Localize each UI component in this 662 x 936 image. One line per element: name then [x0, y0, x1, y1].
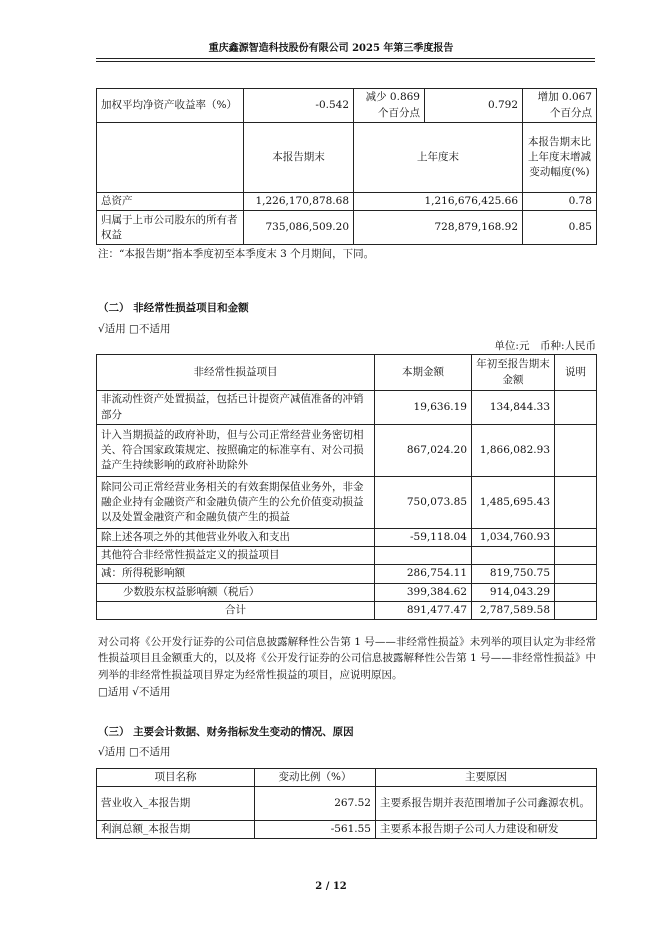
row-main-reason: 主要系报告期并表范围增加子公司鑫源农机。	[376, 787, 597, 821]
section-2-title: （二） 非经常性损益项目和金额	[98, 302, 249, 314]
total-assets-label: 总资产	[97, 193, 244, 211]
row-change-ratio: 267.52	[255, 787, 376, 821]
row-note	[555, 565, 597, 583]
row-item: 少数股东权益影响额（税后）	[97, 583, 375, 601]
row-item-name: 利润总额_本报告期	[97, 821, 255, 839]
section-3-applicable: √适用 □不适用	[98, 746, 171, 758]
period-note: 注：“本报告期”指本季度初至本季度末 3 个月期间，下同。	[98, 248, 375, 260]
header-prior-year-end: 上年度末	[354, 123, 523, 193]
row-item: 减：所得税影响额	[97, 565, 375, 583]
section-3-title: （三） 主要会计数据、财务指标发生变动的情况、原因	[98, 726, 354, 738]
total-assets-prior: 1,216,676,425.66	[354, 193, 523, 211]
change-reasons-table	[96, 768, 597, 839]
header-ytd: 年初至报告期末金额	[472, 355, 555, 391]
row-current: 750,073.85	[375, 477, 472, 529]
row-item: 除同公司正常经营业务相关的有效套期保值业务外，非金融企业持有金融资产和金融负债产生的公允价值变动损益以及处置金融资产和金融负债产生的损益	[97, 477, 375, 529]
header-item: 非经常性损益项目	[97, 355, 375, 391]
table-row	[97, 583, 597, 601]
table-row	[97, 601, 597, 619]
table-row	[97, 425, 597, 477]
row-ytd: 1,866,082.93	[472, 425, 555, 477]
row-ytd	[472, 547, 555, 565]
row-item: 其他符合非经常性损益定义的损益项目	[97, 547, 375, 565]
row-current: 286,754.11	[375, 565, 472, 583]
row-note	[555, 477, 597, 529]
row-item-name: 营业收入_本报告期	[97, 787, 255, 821]
table-row	[97, 477, 597, 529]
section-2-applicable-2: □适用 √不适用	[98, 686, 171, 698]
row-note	[555, 529, 597, 547]
equity-prior: 728,879,168.92	[354, 211, 523, 245]
row-item: 除上述各项之外的其他营业外收入和支出	[97, 529, 375, 547]
table-row	[97, 391, 597, 425]
classification-paragraph: 对公司将《公开发行证券的公司信息披露解释性公告第 1 号——非经常性损益》未列举的项目认定为非经常性损益项目且金额重大的，以及将《公开发行证券的公司信息披露解释性公告第 1 号——非经常性损益》中列举的非经常性损益项目界定为经常性损益的项目，应说明原因。	[98, 636, 596, 681]
row-ytd: 1,485,695.43	[472, 477, 555, 529]
table-row	[97, 565, 597, 583]
key-indicators-table	[96, 88, 597, 245]
row-ytd: 1,034,760.93	[472, 529, 555, 547]
equity-label: 归属于上市公司股东的所有者权益	[97, 211, 244, 245]
header-change-ratio: 变动比例（%）	[255, 769, 376, 787]
row-ytd: 134,844.33	[472, 391, 555, 425]
header-note: 说明	[555, 355, 597, 391]
header-main-reason: 主要原因	[376, 769, 597, 787]
header-current: 本期金额	[375, 355, 472, 391]
row-note	[555, 583, 597, 601]
page-header: 重庆鑫源智造科技股份有限公司 2025 年第三季度报告	[208, 43, 454, 54]
header-period-end: 本报告期末	[244, 123, 354, 193]
row-note	[555, 547, 597, 565]
row-current	[375, 547, 472, 565]
equity-change: 0.85	[523, 211, 597, 245]
table-row	[97, 821, 597, 839]
row-main-reason: 主要系本报告期子公司人力建设和研发	[376, 821, 597, 839]
row-ytd: 819,750.75	[472, 565, 555, 583]
row-note	[555, 601, 597, 619]
page-number: 2 / 12	[315, 881, 347, 892]
roe-change-ytd: 增加 0.067 个百分点	[523, 89, 597, 123]
row-current: -59,118.04	[375, 529, 472, 547]
header-change-pct: 本报告期末比上年度末增减变动幅度(%)	[523, 123, 597, 193]
total-assets-current: 1,226,170,878.68	[244, 193, 354, 211]
total-assets-change: 0.78	[523, 193, 597, 211]
row-ytd: 2,787,589.58	[472, 601, 555, 619]
equity-current: 735,086,509.20	[244, 211, 354, 245]
row-item: 计入当期损益的政府补助，但与公司正常经营业务密切相关、符合国家政策规定、按照确定的标准享有、对公司损益产生持续影响的政府补助除外	[97, 425, 375, 477]
row-item-total: 合计	[97, 601, 375, 619]
roe-label: 加权平均净资产收益率（%）	[97, 89, 244, 123]
table-row	[97, 529, 597, 547]
roe-change-current: 减少 0.869 个百分点	[354, 89, 425, 123]
unit-currency-note: 单位:元 币种:人民币	[494, 340, 596, 352]
row-note	[555, 391, 597, 425]
row-current: 19,636.19	[375, 391, 472, 425]
roe-current: -0.542	[244, 89, 354, 123]
table-row	[97, 547, 597, 565]
header-item-name: 项目名称	[97, 769, 255, 787]
table-row	[97, 787, 597, 821]
header-empty-cell	[97, 123, 244, 193]
row-ytd: 914,043.29	[472, 583, 555, 601]
non-recurring-table	[96, 354, 597, 620]
row-change-ratio: -561.55	[255, 821, 376, 839]
row-item: 非流动性资产处置损益，包括已计提资产减值准备的冲销部分	[97, 391, 375, 425]
section-2-applicable: √适用 □不适用	[98, 323, 171, 335]
row-current: 399,384.62	[375, 583, 472, 601]
roe-ytd: 0.792	[425, 89, 523, 123]
header-rule-double	[96, 61, 595, 62]
header-rule	[96, 58, 595, 59]
row-note	[555, 425, 597, 477]
row-current: 891,477.47	[375, 601, 472, 619]
row-current: 867,024.20	[375, 425, 472, 477]
